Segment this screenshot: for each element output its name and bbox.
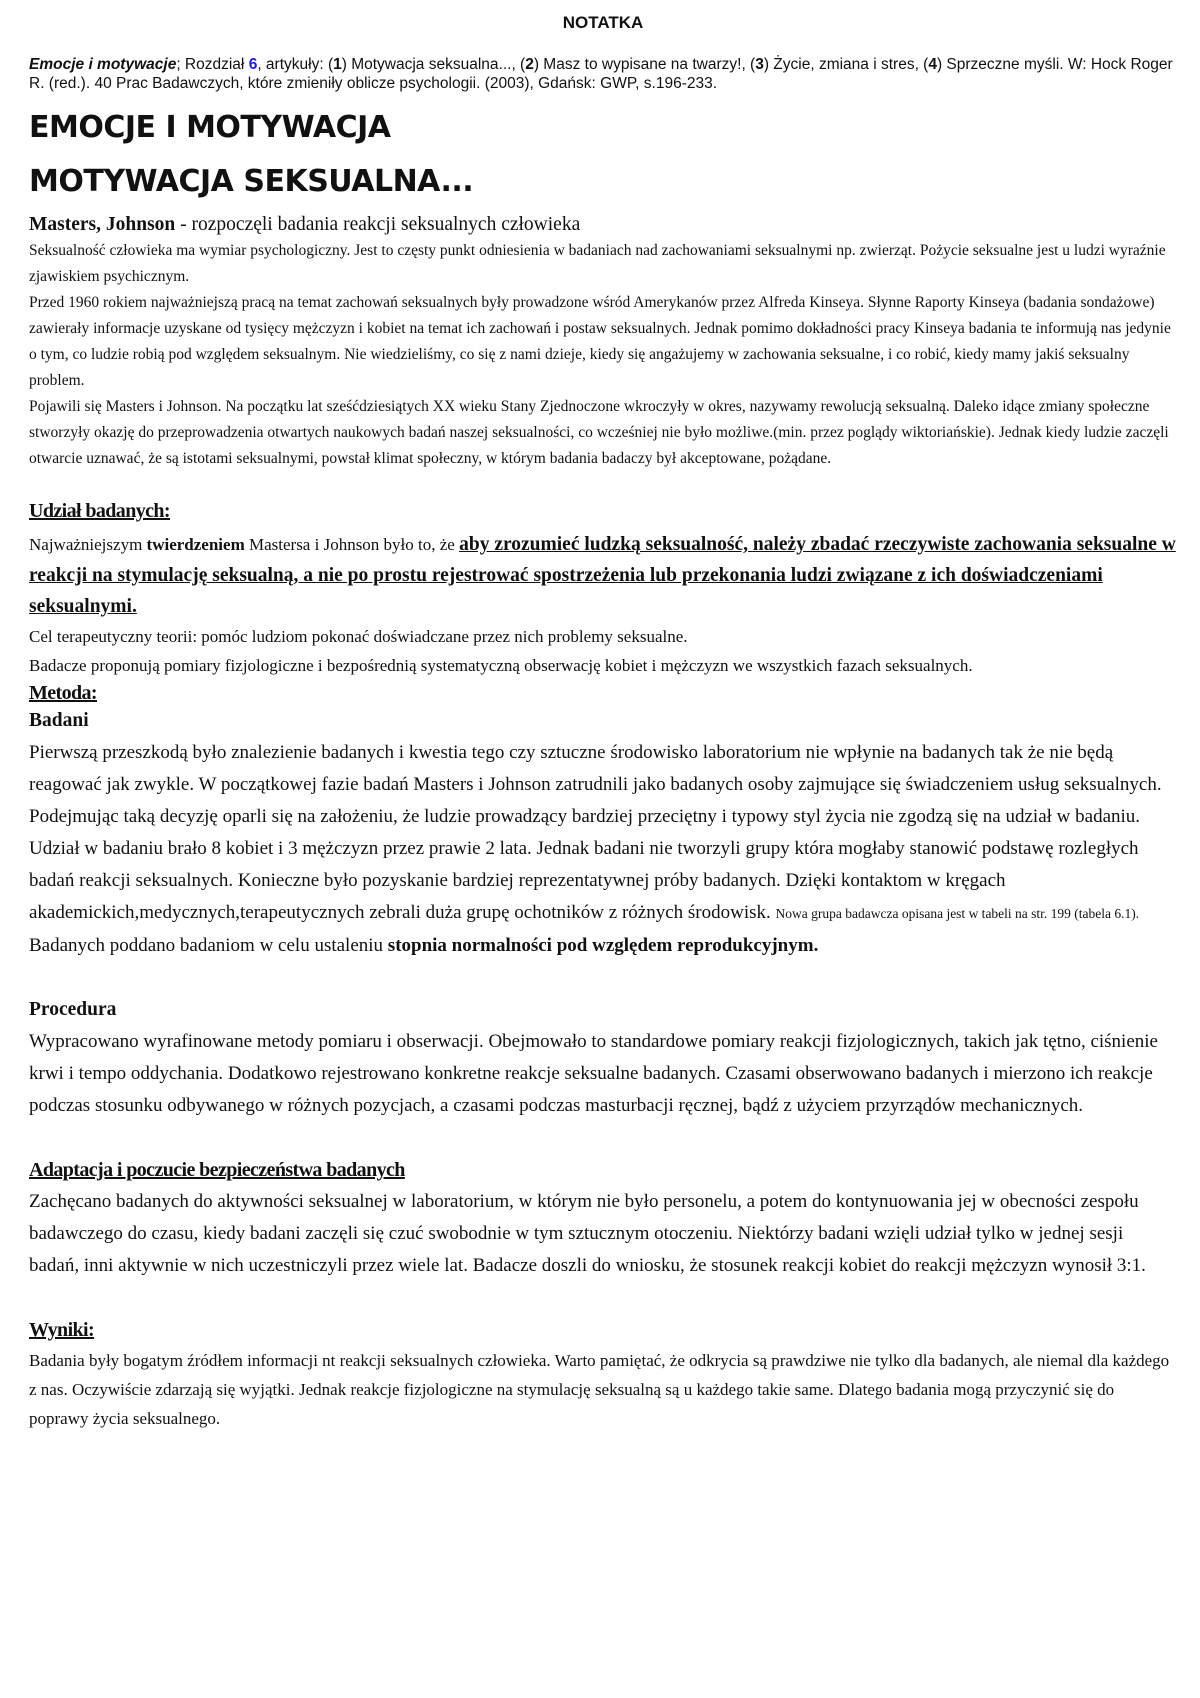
adaptacja-paragraph: Zachęcano badanych do aktywności seksualnej w laboratorium, w którym nie było personelu, a potem do kontynuowania jej w obecności zespołu badawczego do czasu, kiedy badani zaczęli się czuć swobodnie w tym sztucznym otoczeniu. Niektórzy badani wzięli udział tylko w jednej sesji badań, inni aktywnie w nich uczestniczyli przez wiele lat. Badacze doszli do wniosku, że stosunek reakcji kobiet do reakcji mężczyzn wynosił 3:1. xyxy=(29,1191,1146,1276)
metoda-badani-paragraph xyxy=(29,737,1177,962)
sub-heading: MOTYWACJA SEKSUALNA... xyxy=(29,164,474,199)
section-heading-adaptacja: Adaptacja i poczucie bezpieczeństwa badanych xyxy=(29,1159,405,1181)
citation-text: ) Sprzeczne myśli. W: Hock Roger R. (red.). 40 Prac Badawczych, które zmieniły oblicze psychologii. (2003), Gdańsk: GWP, s.196-233. xyxy=(29,56,1173,92)
intro-paragraph: Przed 1960 rokiem najważniejszą pracą na temat zachowań seksualnych były prowadzone wśród Amerykanów przez Alfreda Kinseya. Słynne Raporty Kinseya (badania sondażowe) zawierały informacje uzyskane od tysięcy mężczyzn i kobiet na temat ich zachowań i postaw seksualnych. Jednak pomimo dokładności pracy Kinseya badania te informują nas jedynie o tym, co ludzie robią pod względem seksualnym. Nie wiedzieliśmy, co się z nami dzieje, kiedy się angażujemy w zachowania seksualne, i co robić, kiedy mamy jakiś seksualny problem. xyxy=(29,294,1171,389)
section-heading-udzial: Udział badanych: xyxy=(29,500,170,522)
udzial-paragraph: Badacze proponują pomiary fizjologiczne i bezpośrednią systematyczną obserwację kobiet i mężczyzn we wszystkich fazach seksualnych. xyxy=(29,656,973,675)
citation-text: ) Życie, zmiana i stres, ( xyxy=(763,56,929,73)
citation-text: ; Rozdział xyxy=(176,56,249,73)
intro-lead-text: - rozpoczęli badania reakcji seksualnych człowieka xyxy=(175,214,581,235)
subheading-badani: Badani xyxy=(29,710,89,731)
section-heading-wyniki: Wyniki: xyxy=(29,1319,95,1341)
document-title: NOTATKA xyxy=(562,13,644,32)
citation-chapter: 6 xyxy=(248,56,258,73)
wyniki-paragraph: Badania były bogatym źródłem informacji nt reakcji seksualnych człowieka. Warto pamiętać, że odkrycia są prawdziwe nie tylko dla badanych, ale niemal dla każdego z nas. Oczywiście zdarzają się wyjątki. Jednak reakcje fizjologiczne na stymulację seksualną są u każdego takie same. Dlatego badania mogą przyczynić się do poprawy życia seksualnego. xyxy=(29,1351,1170,1428)
citation-number: 2 xyxy=(525,56,534,73)
intro-authors: Masters, Johnson xyxy=(29,214,176,235)
metoda-note: Nowa grupa badawcza opisana jest w tabeli na str. 199 (tabela 6.1). xyxy=(775,906,1140,921)
citation-number: 3 xyxy=(755,56,764,73)
metoda-text: Pierwszą przeszkodą było znalezienie badanych i kwestia tego czy sztuczne środowisko laboratorium nie wpłynie na badanych tak że nie będą reagować jak zwykle. W początkowej fazie badań Masters i Johnson zatrudnili jako badanych osoby zajmujące się świadczeniem usług seksualnych. Podejmując taką decyzję oparli się na założeniu, że ludzie prowadzący bardziej przeciętny i typowy styl życia nie zgodzą się na udział w badaniu. Udział w badaniu brało 8 kobiet i 3 mężczyzn przez prawie 2 lata. Jednak badani nie tworzyli grupy która mogłaby stanowić podstawę rozległych badań reakcji seksualnych. Konieczne było pozyskanie bardziej reprezentatywnej próby badanych. Dzięki kontaktom w kręgach akademickich,medycznych,terapeutycznych zebrali duża grupę ochotników z różnych środowisk. xyxy=(29,742,1162,923)
procedura-paragraph: Wypracowano wyrafinowane metody pomiaru i obserwacji. Obejmowało to standardowe pomiary reakcji fizjologicznych, takich jak tętno, ciśnienie krwi i tempo oddychania. Dodatkowo rejestrowano konkretne reakcje seksualne badanych. Czasami obserwowano badanych i mierzono ich reakcje podczas stosunku odbywanego w różnych pozycjach, a czasami podczas masturbacji ręcznej, bądź z użyciem przyrządów mechanicznych. xyxy=(29,1031,1158,1116)
citation xyxy=(29,55,1177,93)
section-heading-metoda: Metoda: xyxy=(29,682,97,704)
udzial-thesis: aby zrozumieć ludzką seksualność, należy zbadać rzeczywiste zachowania seksualne w reakcji na stymulację seksualną, a nie po prostu rejestrować spostrzeżenia lub przekonania ludzi związane z ich doświadczeniami seksualnymi. xyxy=(29,534,1176,617)
metoda-bold: stopnia normalności pod względem reprodukcyjnym. xyxy=(387,935,819,956)
citation-text: , artykuły: ( xyxy=(257,56,334,73)
citation-text: ) Motywacja seksualna..., ( xyxy=(341,56,526,73)
udzial-lead xyxy=(29,529,1177,622)
citation-number: 1 xyxy=(333,56,342,73)
subheading-procedura: Procedura xyxy=(29,999,117,1020)
document-page xyxy=(29,0,1177,1433)
intro-paragraph: Seksualność człowieka ma wymiar psychologiczny. Jest to częsty punkt odniesienia w badaniach nad zachowaniami seksualnymi np. zwierząt. Pożycie seksualne jest u ludzi wyraźnie zjawiskiem psychicznym. xyxy=(29,242,1166,285)
intro-paragraph: Pojawili się Masters i Johnson. Na początku lat sześćdziesiątych XX wieku Stany Zjednoczone wkroczyły w okres, nazywamy rewolucją seksualną. Daleko idące zmiany społeczne stworzyły okazję do przeprowadzenia otwartych naukowych badań naszej seksualności, co wcześniej nie było możliwe.(min. przez poglądy wiktoriańskie). Jednak kiedy ludzie zaczęli otwarcie uznawać, że są istotami seksualnymi, powstał klimat społeczny, w którym badania badaczy był akceptowane, pożądane. xyxy=(29,398,1169,467)
citation-text: ) Masz to wypisane na twarzy!, ( xyxy=(533,56,756,73)
metoda-text: Badanych poddano badaniom w celu ustaleniu xyxy=(29,935,388,956)
udzial-lead-text: Mastersa i Johnson było to, że xyxy=(244,535,460,554)
udzial-lead-bold: twierdzeniem xyxy=(146,535,245,554)
udzial-lead-text: Najważniejszym xyxy=(29,535,147,554)
udzial-paragraph: Cel terapeutyczny teorii: pomóc ludziom pokonać doświadczane przez nich problemy seksualne. xyxy=(29,627,688,646)
main-heading: EMOCJE I MOTYWACJA xyxy=(29,110,391,145)
citation-number: 4 xyxy=(928,56,937,73)
citation-topic: Emocje i motywacje xyxy=(29,56,177,73)
intro-lead xyxy=(29,212,1177,238)
